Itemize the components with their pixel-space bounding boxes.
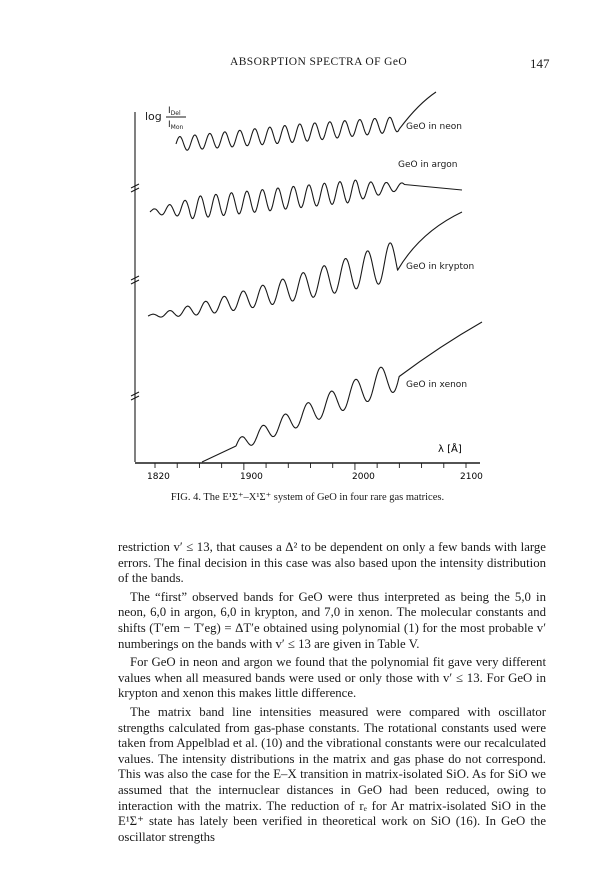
series-label-neon: GeO in neon: [406, 122, 462, 132]
figure-caption: FIG. 4. The E¹Σ⁺–X¹Σ⁺ system of GeO in four rare gas matrices.: [170, 492, 445, 503]
x-tick-label-1900: 1900: [240, 472, 263, 482]
y-label-num: $I_{Del}$: [168, 106, 181, 117]
trace-geo-in-neon: [176, 92, 436, 150]
page-number: 147: [530, 56, 550, 71]
spectra-figure: [0, 84, 615, 484]
y-axis: [131, 112, 139, 462]
paragraph-4: The matrix band line intensities measured were compared with oscillator strengths calculated from gas-phase constants. The rotational constants used were taken from Appelblad et al. (10) and the vibrational constants were our recalculated values. The intensity distributions in the matrix and gas phase do not correspond. This was also the case for the E–X transition in matrix-isolated SiO. As for SiO we assumed that the internuclear distances in GeO had been reduced, owing to interaction with the matrix. The reduction of rₑ for Ar matrix-isolated SiO in the E¹Σ⁺ state has lately been verified in theoretical work on SiO (16). In GeO the oscillator strengths: [118, 704, 546, 844]
x-tick-label-2000: 2000: [352, 472, 375, 482]
series-label-xenon: GeO in xenon: [406, 380, 468, 390]
running-title: ABSORPTION SPECTRA OF GeO: [230, 56, 408, 68]
body-text: [118, 540, 546, 848]
y-label-den: $I_{Mon}$: [168, 120, 184, 131]
paragraph-3: For GeO in neon and argon we found that the polynomial fit gave very different values when all measured bands were used or only those with v′ ≤ 13. For GeO in krypton and xenon this makes little difference.: [118, 655, 546, 701]
trace-geo-in-argon: [150, 180, 462, 219]
x-tick-label-2100: 2100: [460, 472, 483, 482]
paragraph-2: The “first” observed bands for GeO were thus interpreted as being the 5,0 in neon, 6,0 in argon, 6,0 in krypton, and 7,0 in xenon. The molecular constants and shifts (T′em − T′eg) = ΔT′e obtained using polynomial (1) for the most probable v′ numberings on the bands with v′ ≤ 13 are given in Table V.: [118, 589, 546, 651]
y-label-log: log: [145, 110, 162, 123]
x-tick-label-1820: 1820: [147, 472, 170, 482]
series-label-krypton: GeO in krypton: [406, 262, 475, 272]
x-axis-label: λ [Å]: [438, 444, 462, 455]
series-label-argon: GeO in argon: [398, 160, 458, 170]
x-axis-ticks: [155, 463, 466, 470]
page-header: [0, 56, 615, 72]
paragraph-1: restriction v′ ≤ 13, that causes a Δ² to be dependent on only a few bands with large errors. The final decision in this case was also based upon the intensity distribution of the bands.: [118, 540, 546, 586]
x-axis: [135, 442, 483, 482]
y-axis-label: [145, 106, 186, 131]
trace-geo-in-xenon: [202, 322, 482, 462]
